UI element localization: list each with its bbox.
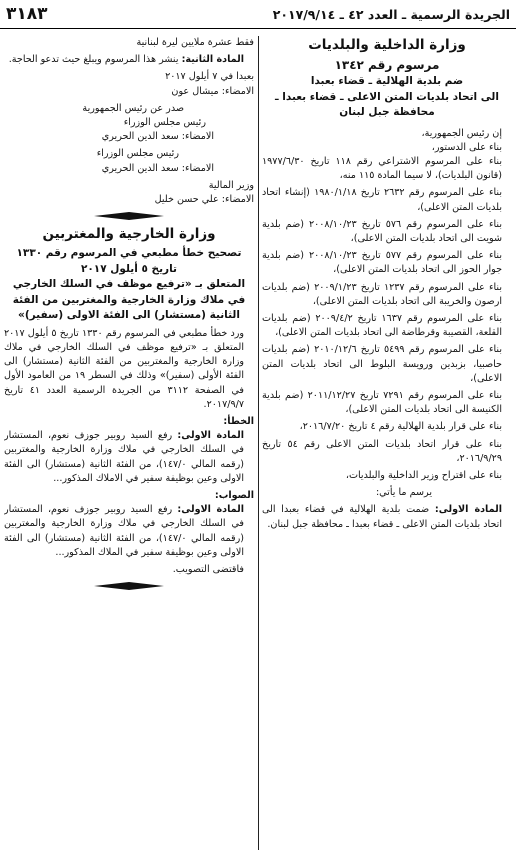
correction-title: تصحيح خطأ مطبعي في المرسوم رقم ١٣٣٠ تاريخ ٥ أيلول ٢٠١٧ <box>16 247 242 275</box>
decree-formula: يرسم ما يأتي: <box>375 487 432 499</box>
issued-by: صدر عن رئيس الجمهورية <box>82 102 184 114</box>
continuation-line: فقط عشرة ملايين ليرة لبنانية <box>136 37 254 48</box>
page-header <box>0 0 516 29</box>
separator-ornament-icon <box>94 212 164 220</box>
preamble-line: إن رئيس الجمهورية، <box>421 127 502 139</box>
error-article <box>4 429 254 486</box>
left-column <box>4 36 254 852</box>
article-text: ضمت بلدية الهلالية في قضاء بعبدا الى اتحاد بلديات المتن الاعلى ـ قضاء بعبدا ـ محافظة جبل لبنان. <box>262 504 502 530</box>
page-number: ٣١٨٣ <box>6 4 48 24</box>
correct-article <box>4 503 254 560</box>
column-divider <box>258 36 259 850</box>
signature-finance-minister: الامضاء: علي حسن خليل <box>154 194 254 206</box>
article-1 <box>262 503 512 531</box>
preamble-line: بناء على قرار بلدية الهلالية رقم ٤ تاريخ ٢٠١٦/٧/٢٠، <box>299 421 502 433</box>
article-label: المادة الاولى: <box>434 504 502 516</box>
preamble-line: بناء على المرسوم رقم ٥٤٩٩ تاريخ ٢٠١٠/١٢/٦ (ضم بلديات حاصبيا، بزبدين ورويسة البلوط الى اتحاد بلديات المتن الاعلى)، <box>262 344 502 384</box>
article-label: المادة الاولى: <box>177 504 244 516</box>
separator-ornament-icon <box>94 582 164 590</box>
right-column <box>262 36 512 852</box>
signatory-title: وزير المالية <box>208 179 254 191</box>
preamble-line: بناء على قرار اتحاد بلديات المتن الاعلى رقم ٥٤ تاريخ ٢٠١٦/٩/٢٩، <box>262 438 503 464</box>
signatory-title: رئيس مجلس الوزراء <box>123 117 206 129</box>
preamble-line: بناء على المرسوم رقم ١٢٣٧ تاريخ ٢٠٠٩/١/٢٣ (ضم بلديات ارصون والخريبة الى اتحاد بلديات المتن الاعلى)، <box>262 281 502 307</box>
article-text: رفع السيد روبير جوزف نعوم، المستشار في السلك الخارجي في ملاك وزارة الخارجية والمغتربين (رقمه المالي ١٤٧/٠)، من الفئة الثانية (مستشار) الى الفئة الاولى وعين بوظيفة سفير في الملاك المذكور... <box>4 504 245 558</box>
ministry-heading: وزارة الداخلية والبلديات <box>308 37 466 53</box>
ministry-heading: وزارة الخارجية والمغتربين <box>42 226 216 243</box>
signature-pm: الامضاء: سعد الدين الحريري <box>101 162 214 174</box>
article-text: ينشر هذا المرسوم ويبلغ حيث تدعو الحاجة. <box>8 54 179 66</box>
article-text: رفع السيد روبير جوزف نعوم، المستشار في السلك الخارجي في ملاك وزارة الخارجية والمغتربين (رقمه المالي ١٤٧/٠)، من الفئة الثانية (مستشار) الى الفئة الاولى وعين بوظيفة سفير في الاملاك المذكور... <box>4 430 245 484</box>
preamble-line: بناء على المرسوم رقم ١٦٣٧ تاريخ ٢٠٠٩/٤/٢ (ضم بلديات القلعة، القصيبة وقرطاضة الى اتحاد بلديات المتن الاعلى)، <box>262 312 502 339</box>
gazette-issue-title: الجريدة الرسمية ـ العدد ٤٢ ـ ٢٠١٧/٩/١٤ <box>272 6 510 22</box>
correction-intro: ورد خطأ مطبعي في المرسوم رقم ١٣٣٠ تاريخ ٥ أيلول ٢٠١٧ المتعلق بـ «ترفيع موظف في السلك الخارجي في ملاك وزارة الخارجية والمغتربين من الفئة الثانية (مستشار) الى الفئة الأولى (سفير)» وذلك في السطر ١٩ من العامود الأول في الصفحة ٣١١٢ من الجريدة الرسمية العدد ٤١ تاريخ ٢٠١٧/٩/٧. <box>4 327 245 410</box>
preamble-line: بناء على المرسوم الاشتراعي رقم ١١٨ تاريخ ١٩٧٧/٦/٣٠ (قانون البلديات)، لا سيما المادة ١١٥ منه، <box>262 155 502 182</box>
article-label: المادة الاولى: <box>177 430 244 442</box>
decree-subtitle-1: ضم بلدية الهلالية ـ قضاء بعبدا <box>310 75 464 87</box>
signature-president: الامضاء: ميشال عون <box>171 85 254 97</box>
section-separator <box>4 581 254 591</box>
article-label: المادة الثانية: <box>181 54 244 66</box>
preamble-line: بناء على المرسوم رقم ٥٧٦ تاريخ ٢٠٠٨/١٠/٢٣ (ضم بلدية شويت الى اتحاد بلديات المتن الاعلى)، <box>262 218 502 244</box>
section-separator <box>4 211 254 221</box>
issue-date: بعبدا في ٧ أيلول ٢٠١٧ <box>165 71 254 83</box>
decree-subtitle-2: الى اتحاد بلديات المتن الاعلى ـ قضاء بعبدا ـ محافظة جبل لبنان <box>275 90 499 118</box>
preamble-line: بناء على المرسوم رقم ٢٦٣٢ تاريخ ١٩٨٠/١/١٨ (إنشاء اتحاد بلديات المتن الاعلى)، <box>262 187 502 213</box>
correction-subject: المتعلق بـ «ترفيع موظف في السلك الخارجي في ملاك وزارة الخارجية والمغتربين من الفئة الثانية (مستشار) الى الفئة الاولى (سفير)» <box>12 278 246 322</box>
preamble-line: بناء على المرسوم رقم ٥٧٧ تاريخ ٢٠٠٨/١٠/٢٣ (ضم بلدية جوار الحوز الى اتحاد بلديات المتن الاعلى)، <box>262 250 502 276</box>
error-label: الخطأ: <box>223 415 254 427</box>
correct-label: الصواب: <box>214 489 254 501</box>
preamble-line: بناء على الدستور، <box>431 141 502 153</box>
article-2 <box>4 53 254 67</box>
preamble-line: بناء على اقتراح وزير الداخلية والبلديات، <box>345 469 502 481</box>
preamble-line: بناء على المرسوم رقم ٧٢٩١ تاريخ ٢٠١١/١٢/٢٧ (ضم بلدية الكنيسة الى اتحاد بلديات المتن الاعلى)، <box>262 389 502 416</box>
signature-pm: الامضاء: سعد الدين الحريري <box>101 131 214 143</box>
closing-line: فاقتضى التصويب. <box>172 563 244 575</box>
decree-number: مرسوم رقم ١٣٤٢ <box>334 58 440 72</box>
signatory-title: رئيس مجلس الوزراء <box>96 148 179 160</box>
